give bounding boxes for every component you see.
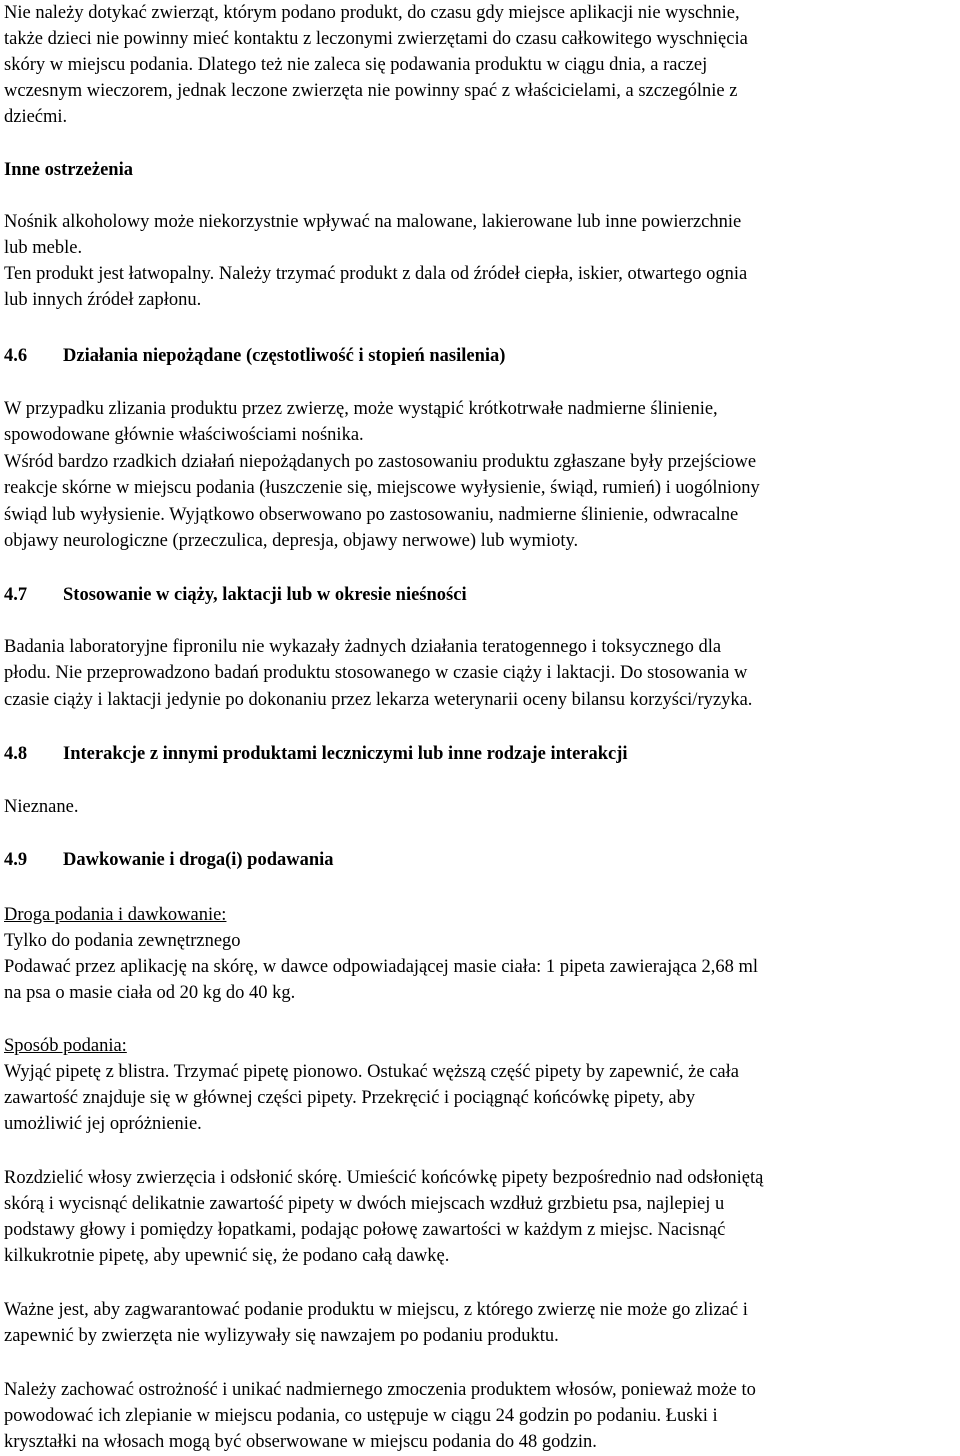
text-line: czasie ciąży i laktacji jedynie po dokonaniu przez lekarza weterynarii oceny bilansu korzyści/ryzyka.	[4, 690, 753, 710]
section-4-6-heading	[4, 343, 505, 369]
text-line: podstawy głowy i pomiędzy łopatkami, podając połowę zawartości w każdym z miejsc. Nacisnąć	[4, 1220, 726, 1240]
method-subheading: Sposób podania:	[4, 1036, 127, 1056]
text-line: Badania laboratoryjne fipronilu nie wykazały żadnych działania teratogennego i toksycznego dla	[4, 637, 722, 657]
text-line: Rozdzielić włosy zwierzęcia i odsłonić skórę. Umieścić końcówkę pipety bezpośrednio nad odsłoniętą	[4, 1168, 764, 1188]
text-line: lub meble.	[4, 238, 83, 258]
text-line: umożliwić jej opróżnienie.	[4, 1114, 202, 1134]
route-subheading: Droga podania i dawkowanie:	[4, 905, 227, 925]
text-line: także dzieci nie powinny mieć kontaktu z leczonymi zwierzętami do czasu całkowitego wyschnięcia	[4, 29, 748, 49]
text-line: Nieznane.	[4, 797, 79, 817]
section-number: 4.9	[4, 850, 28, 870]
text-line: spowodowane głównie właściwościami nośnika.	[4, 425, 364, 445]
text-line: W przypadku zlizania produktu przez zwierzę, może wystąpić krótkotrwałe nadmierne ślinienie,	[4, 399, 718, 419]
section-4-9-heading	[4, 847, 334, 873]
section-title: Działania niepożądane (częstotliwość i stopień nasilenia)	[63, 346, 506, 366]
text-line: Podawać przez aplikację na skórę, w dawce odpowiadającej masie ciała: 1 pipeta zawierająca 2,68 ml	[4, 957, 759, 977]
text-line: skórą i wycisnąć delikatnie zawartość pipety w dwóch miejscach wzdłuż grzbietu psa, najlepiej u	[4, 1194, 725, 1214]
text-line: Nie należy dotykać zwierząt, którym podano produkt, do czasu gdy miejsce aplikacji nie wyschnie,	[4, 3, 740, 23]
text-line: Wśród bardzo rzadkich działań niepożądanych po zastosowaniu produktu zgłaszane były przejściowe	[4, 452, 757, 472]
text-line: kryształki na włosach mogą być obserwowane w miejscu podania do 48 godzin.	[4, 1432, 597, 1452]
text-line: Należy zachować ostrożność i unikać nadmiernego zmoczenia produktem włosów, ponieważ może to	[4, 1380, 756, 1400]
section-number: 4.6	[4, 346, 28, 366]
text-line: powodować ich zlepianie w miejscu podania, co ustępuje w ciągu 24 godzin po podaniu. Łuski i	[4, 1406, 718, 1426]
text-line: reakcje skórne w miejscu podania (łuszczenie się, miejscowe wyłysienie, świąd, rumień) i uogólniony	[4, 478, 760, 498]
text-line: płodu. Nie przeprowadzono badań produktu stosowanego w czasie ciąży i laktacji. Do stosowania w	[4, 663, 748, 683]
section-4-8-heading	[4, 741, 628, 767]
section-4-7-heading	[4, 582, 467, 608]
text-line: Nośnik alkoholowy może niekorzystnie wpływać na malowane, lakierowane lub inne powierzchnie	[4, 212, 742, 232]
section-number: 4.8	[4, 744, 28, 764]
text-line: świąd lub wyłysienie. Wyjątkowo obserwowano po zastosowaniu, nadmierne ślinienie, odwracalne	[4, 505, 739, 525]
text-line: wczesnym wieczorem, jednak leczone zwierzęta nie powinny spać z właścicielami, a szczególnie z	[4, 81, 738, 101]
text-line: zapewnić by zwierzęta nie wylizywały się nawzajem po podaniu produktu.	[4, 1326, 559, 1346]
section-title: Interakcje z innymi produktami leczniczymi lub inne rodzaje interakcji	[63, 744, 628, 764]
other-warnings-heading: Inne ostrzeżenia	[4, 160, 133, 180]
text-line: skóry w miejscu podania. Dlatego też nie zaleca się podawania produktu w ciągu dnia, a raczej	[4, 55, 708, 75]
text-line: Tylko do podania zewnętrznego	[4, 931, 241, 951]
text-line: Wyjąć pipetę z blistra. Trzymać pipetę pionowo. Ostukać węższą część pipety by zapewnić, że cała	[4, 1062, 739, 1082]
text-line: lub innych źródeł zapłonu.	[4, 290, 202, 310]
section-title: Stosowanie w ciąży, laktacji lub w okresie nieśności	[63, 585, 467, 605]
text-line: zawartość znajduje się w głównej części pipety. Przekręcić i pociągnąć końcówkę pipety, aby	[4, 1088, 696, 1108]
text-line: Ten produkt jest łatwopalny. Należy trzymać produkt z dala od źródeł ciepła, iskier, otwartego ognia	[4, 264, 748, 284]
text-line: objawy neurologiczne (przeczulica, depresja, objawy nerwowe) lub wymioty.	[4, 531, 579, 551]
section-number: 4.7	[4, 585, 28, 605]
text-line: Ważne jest, aby zagwarantować podanie produktu w miejscu, z którego zwierzę nie może go zlizać i	[4, 1300, 748, 1320]
text-line: dziećmi.	[4, 107, 68, 127]
section-title: Dawkowanie i droga(i) podawania	[63, 850, 334, 870]
text-line: na psa o masie ciała od 20 kg do 40 kg.	[4, 983, 296, 1003]
text-line: kilkukrotnie pipetę, aby upewnić się, że podano całą dawkę.	[4, 1246, 450, 1266]
